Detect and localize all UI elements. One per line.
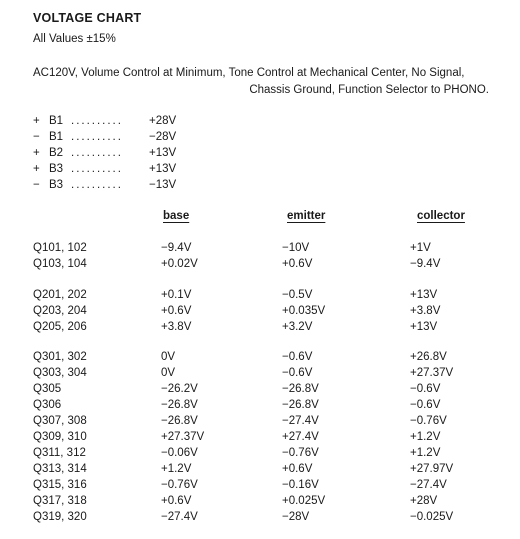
- supply-name: B3: [49, 179, 64, 191]
- emitter-voltage: +0.035V: [282, 305, 326, 317]
- base-voltage: −0.76V: [161, 479, 198, 491]
- transistor-name: Q303, 304: [33, 367, 87, 379]
- supply-value: +13V: [149, 163, 177, 175]
- table-row: [0, 240, 520, 256]
- base-voltage: 0V: [161, 351, 176, 363]
- transistor-name: Q101, 102: [33, 242, 87, 254]
- emitter-voltage: +0.025V: [282, 495, 326, 507]
- transistor-name: Q306: [33, 399, 62, 411]
- table-row: [0, 256, 520, 272]
- transistor-name: Q301, 302: [33, 351, 87, 363]
- transistor-group-q100: [0, 240, 520, 272]
- base-voltage: +0.02V: [161, 258, 198, 270]
- table-row: [0, 461, 520, 477]
- emitter-voltage: −28V: [282, 511, 310, 523]
- supply-row: [33, 129, 176, 145]
- supply-name: B1: [49, 131, 64, 143]
- supply-row: [33, 161, 176, 177]
- base-voltage: −9.4V: [161, 242, 192, 254]
- transistor-name: Q305: [33, 383, 62, 395]
- table-row: [0, 303, 520, 319]
- transistor-name: Q319, 320: [33, 511, 87, 523]
- supply-dots: ..........: [71, 115, 123, 127]
- table-row: [0, 413, 520, 429]
- supply-value: +28V: [149, 115, 177, 127]
- collector-voltage: +1V: [410, 242, 431, 254]
- emitter-voltage: −0.76V: [282, 447, 319, 459]
- tolerance-note: All Values ±15%: [33, 33, 116, 45]
- base-voltage: −0.06V: [161, 447, 198, 459]
- emitter-voltage: −10V: [282, 242, 310, 254]
- emitter-voltage: −27.4V: [282, 415, 319, 427]
- table-row: [0, 381, 520, 397]
- supply-value: −13V: [149, 179, 177, 191]
- supply-row: [33, 145, 176, 161]
- transistor-name: Q205, 206: [33, 321, 87, 333]
- supply-value: −28V: [149, 131, 177, 143]
- emitter-voltage: −0.6V: [282, 351, 313, 363]
- supply-dots: ..........: [71, 179, 123, 191]
- base-voltage: −26.2V: [161, 383, 198, 395]
- base-voltage: +0.6V: [161, 495, 192, 507]
- supply-dots: ..........: [71, 163, 123, 175]
- table-row: [0, 365, 520, 381]
- conditions-line-1: AC120V, Volume Control at Minimum, Tone Control at Mechanical Center, No Signal,: [33, 67, 465, 79]
- collector-voltage: +1.2V: [410, 447, 441, 459]
- column-header-base: base: [163, 210, 190, 222]
- emitter-voltage: +3.2V: [282, 321, 313, 333]
- emitter-voltage: +0.6V: [282, 463, 313, 475]
- emitter-voltage: +0.6V: [282, 258, 313, 270]
- base-voltage: +1.2V: [161, 463, 192, 475]
- collector-voltage: −27.4V: [410, 479, 447, 491]
- supply-sign: +: [33, 147, 40, 159]
- base-voltage: +0.1V: [161, 289, 192, 301]
- table-row: [0, 493, 520, 509]
- collector-voltage: −0.76V: [410, 415, 447, 427]
- supply-value: +13V: [149, 147, 177, 159]
- transistor-group-q300: [0, 349, 520, 525]
- supply-voltage-list: [33, 113, 176, 193]
- emitter-voltage: +27.4V: [282, 431, 319, 443]
- emitter-voltage: −0.6V: [282, 367, 313, 379]
- supply-sign: +: [33, 163, 40, 175]
- collector-voltage: +13V: [410, 289, 438, 301]
- base-voltage: +27.37V: [161, 431, 205, 443]
- collector-voltage: +26.8V: [410, 351, 447, 363]
- emitter-voltage: −0.5V: [282, 289, 313, 301]
- page-title: VOLTAGE CHART: [33, 11, 142, 25]
- column-header-collector: collector: [417, 210, 465, 222]
- collector-voltage: +3.8V: [410, 305, 441, 317]
- collector-voltage: +13V: [410, 321, 438, 333]
- transistor-name: Q307, 308: [33, 415, 87, 427]
- supply-dots: ..........: [71, 147, 123, 159]
- collector-voltage: +28V: [410, 495, 438, 507]
- table-row: [0, 445, 520, 461]
- transistor-name: Q103, 104: [33, 258, 87, 270]
- transistor-name: Q203, 204: [33, 305, 87, 317]
- table-row: [0, 509, 520, 525]
- transistor-name: Q317, 318: [33, 495, 87, 507]
- collector-voltage: +27.37V: [410, 367, 454, 379]
- table-row: [0, 349, 520, 365]
- table-row: [0, 319, 520, 335]
- table-row: [0, 397, 520, 413]
- supply-sign: +: [33, 115, 40, 127]
- supply-sign: −: [33, 179, 40, 191]
- base-voltage: 0V: [161, 367, 176, 379]
- transistor-name: Q315, 316: [33, 479, 87, 491]
- conditions-line-2: Chassis Ground, Function Selector to PHONO.: [249, 84, 489, 96]
- transistor-name: Q309, 310: [33, 431, 87, 443]
- column-header-emitter: emitter: [287, 210, 326, 222]
- collector-voltage: −0.025V: [410, 511, 454, 523]
- supply-row: [33, 113, 176, 129]
- supply-dots: ..........: [71, 131, 123, 143]
- collector-voltage: +1.2V: [410, 431, 441, 443]
- emitter-voltage: −26.8V: [282, 383, 319, 395]
- collector-voltage: −0.6V: [410, 383, 441, 395]
- collector-voltage: −0.6V: [410, 399, 441, 411]
- supply-row: [33, 177, 176, 193]
- table-row: [0, 287, 520, 303]
- base-voltage: −27.4V: [161, 511, 198, 523]
- base-voltage: −26.8V: [161, 415, 198, 427]
- supply-name: B1: [49, 115, 64, 127]
- transistor-name: Q313, 314: [33, 463, 87, 475]
- base-voltage: +0.6V: [161, 305, 192, 317]
- supply-sign: −: [33, 131, 40, 143]
- emitter-voltage: −26.8V: [282, 399, 319, 411]
- transistor-group-q200: [0, 287, 520, 335]
- emitter-voltage: −0.16V: [282, 479, 319, 491]
- table-row: [0, 429, 520, 445]
- supply-name: B2: [49, 147, 64, 159]
- transistor-name: Q201, 202: [33, 289, 87, 301]
- base-voltage: +3.8V: [161, 321, 192, 333]
- base-voltage: −26.8V: [161, 399, 198, 411]
- collector-voltage: −9.4V: [410, 258, 441, 270]
- collector-voltage: +27.97V: [410, 463, 454, 475]
- table-row: [0, 477, 520, 493]
- supply-name: B3: [49, 163, 64, 175]
- transistor-name: Q311, 312: [33, 447, 86, 459]
